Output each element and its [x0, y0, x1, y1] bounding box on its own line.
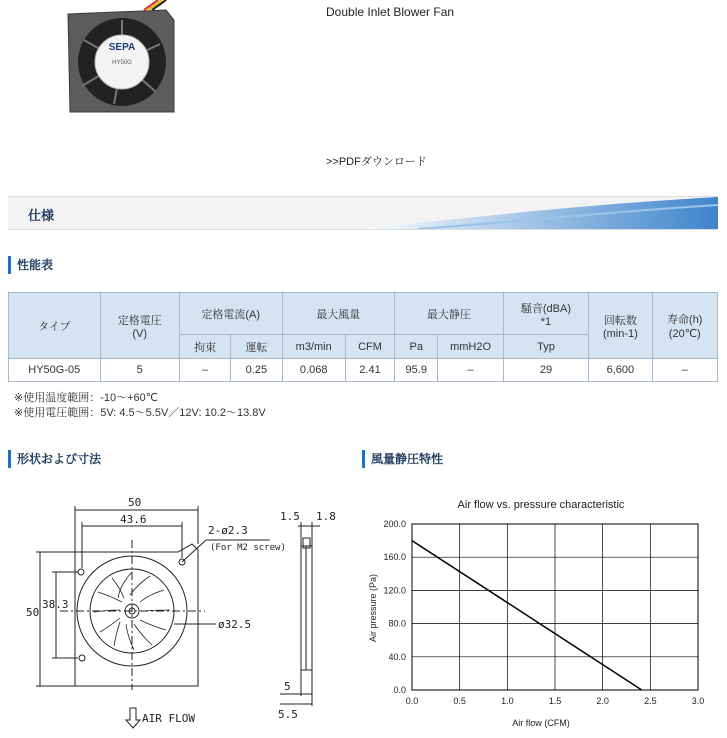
product-image	[62, 0, 180, 118]
cell-voltage: 5	[100, 359, 179, 382]
performance-heading: 性能表	[8, 256, 53, 274]
cell-life: –	[652, 359, 717, 382]
y-tick-label: 80.0	[388, 618, 406, 629]
subheader-mmh2o: mmH2O	[438, 335, 503, 359]
y-tick-label: 120.0	[383, 585, 406, 596]
dim-w436: 43.6	[120, 513, 147, 526]
dim-diameter: ø32.5	[218, 618, 252, 631]
pq-series-line	[412, 541, 642, 690]
note-temperature: ※使用温度範囲：-10〜+60℃	[14, 392, 159, 404]
subheader-typ: Typ	[503, 335, 588, 359]
cell-type: HY50G-05	[9, 359, 101, 382]
cell-locked-current: –	[179, 359, 230, 382]
x-tick-label: 0.0	[405, 696, 419, 706]
cell-cfm: 2.41	[345, 359, 394, 382]
airflow-label: AIR FLOW	[142, 712, 195, 725]
product-title: Double Inlet Blower Fan	[326, 5, 455, 19]
x-tick-label: 2.5	[644, 696, 657, 706]
x-tick-label: 3.0	[691, 696, 705, 706]
performance-table	[8, 292, 718, 382]
note-voltage: ※使用電圧範囲：5V: 4.5〜5.5V／12V: 10.2〜13.8V	[14, 407, 266, 419]
pq-heading: 風量静圧特性	[362, 450, 443, 468]
spec-bar-swoosh	[358, 197, 718, 229]
dim-w50: 50	[128, 496, 142, 509]
pdf-download-link[interactable]: >>PDFダウンロード	[326, 156, 427, 168]
dim-b55: 5.5	[278, 708, 298, 721]
x-tick-label: 1.0	[501, 696, 514, 706]
dim-hole-note: (For M2 screw)	[210, 543, 286, 553]
dim-t15: 1.5	[280, 510, 300, 523]
y-tick-label: 200.0	[383, 519, 406, 529]
cell-running-current: 0.25	[231, 359, 282, 382]
chart-y-ticks	[383, 519, 406, 695]
y-tick-label: 0.0	[393, 685, 406, 695]
image-brand: SEPA	[108, 42, 136, 53]
dimensions-heading: 形状および寸法	[8, 450, 101, 468]
header-type: タイプ	[9, 293, 101, 359]
dim-h50: 50	[26, 606, 40, 619]
x-tick-label: 1.5	[548, 696, 562, 706]
header-max-airflow: 最大風量	[282, 293, 395, 335]
header-max-pressure: 最大静圧	[395, 293, 504, 335]
chart-xlabel: Air flow (CFM)	[512, 718, 570, 728]
dim-h383: 38.3	[42, 598, 69, 611]
subheader-pa: Pa	[395, 335, 438, 359]
header-rpm: 回転数 (min-1)	[589, 293, 652, 359]
subheader-m3: m3/min	[282, 335, 345, 359]
header-rated-voltage: 定格電圧 (V)	[100, 293, 179, 359]
header-life: 寿命(h) (20℃)	[652, 293, 717, 359]
header-noise: 騒音(dBA) *1	[503, 293, 588, 335]
y-tick-label: 40.0	[388, 651, 406, 662]
chart-x-ticks	[406, 696, 705, 706]
x-tick-label: 0.5	[453, 696, 466, 706]
cell-mmh2o: –	[438, 359, 503, 382]
dim-b5: 5	[284, 680, 291, 693]
dim-hole: 2-ø2.3	[208, 524, 248, 537]
pq-chart	[360, 490, 722, 734]
dim-t18: 1.8	[316, 510, 336, 523]
table-row	[9, 359, 718, 382]
subheader-running: 運転	[231, 335, 282, 359]
spec-bar	[8, 196, 718, 230]
chart-ylabel: Air pressure (Pa)	[368, 573, 378, 643]
x-tick-label: 2.0	[596, 696, 609, 706]
chart-title: Air flow vs. pressure characteristic	[457, 499, 625, 511]
subheader-cfm: CFM	[345, 335, 394, 359]
image-model: HY50G	[112, 60, 132, 66]
subheader-locked: 拘束	[179, 335, 230, 359]
cell-rpm: 6,600	[589, 359, 652, 382]
dimension-drawing	[20, 490, 340, 730]
cell-pa: 95.9	[395, 359, 438, 382]
spec-heading: 仕様	[28, 208, 55, 223]
cell-noise: 29	[503, 359, 588, 382]
header-rated-current: 定格電流(A)	[179, 293, 282, 335]
cell-m3: 0.068	[282, 359, 345, 382]
chart-grid	[412, 524, 698, 690]
y-tick-label: 160.0	[383, 552, 406, 563]
